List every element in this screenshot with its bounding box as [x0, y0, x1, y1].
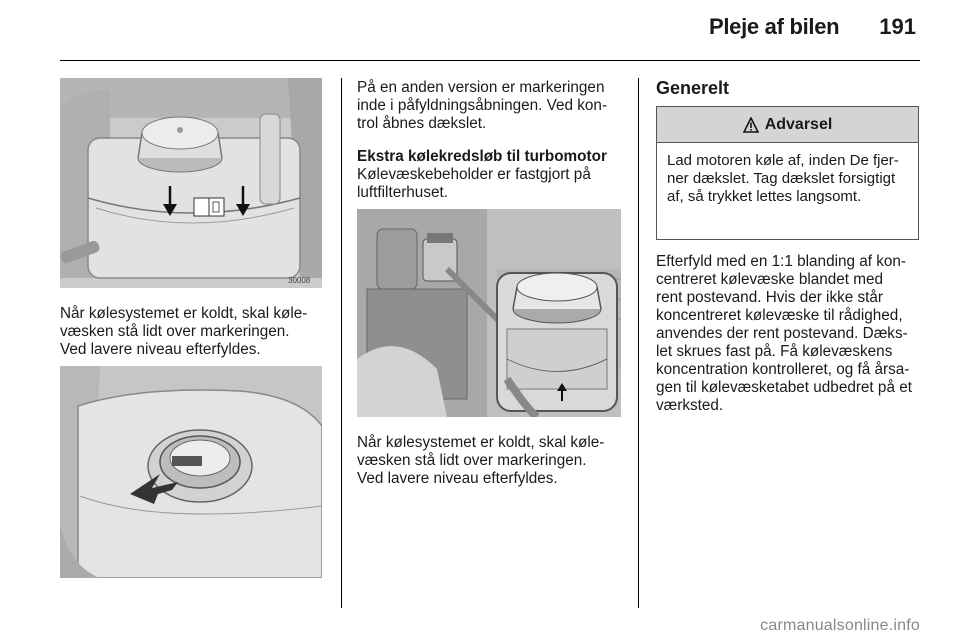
reservoir-illustration: [60, 78, 322, 288]
col3-paragraph: Efterfyld med en 1:1 blanding af kon- centreret kølevæske blandet med rent postevand. Hvis der ikke står koncentreret kølevæske til rådighed, anvendes der rent postevand. Dæks- let skrues fast på. Få kølevæskens koncentration kontrolleret, og få årsa- gen til kølevæsketabet udbedret på et værksted.: [656, 253, 912, 414]
section-heading: Generelt: [656, 78, 730, 98]
col2-paragraph-1: På en anden version er markeringen inde i påfyldningsåbningen. Ved kon- trol åbnes dækslet.: [357, 79, 608, 132]
col2-paragraph-3: Når kølesystemet er koldt, skal køle- væsken stå lidt over markeringen. Ved lavere niveau efterfyldes.: [357, 434, 605, 487]
page-header: [709, 14, 916, 44]
warning-triangle-icon: [743, 117, 759, 133]
column-divider-2: [638, 78, 639, 608]
figure-fill-opening: [60, 366, 322, 578]
turbo-reservoir-illustration: [357, 209, 621, 417]
warning-header: [657, 107, 918, 143]
manual-book-icon: [194, 198, 224, 216]
col2-paragraph-2: Kølevæskebeholder er fastgjort på luftfilterhuset.: [357, 166, 591, 201]
figure-code: 30008: [288, 276, 311, 285]
col2-subheading: Ekstra kølekredsløb til turbomotor: [357, 148, 607, 165]
warning-title: Advarsel: [764, 115, 833, 133]
warning-text: Lad motoren køle af, inden De fjer- ner dækslet. Tag dækslet forsigtigt af, så trykket lettes langsomt.: [667, 152, 899, 205]
page-number: 191: [879, 14, 916, 39]
figure-coolant-reservoir: [60, 78, 322, 288]
header-rule: [60, 60, 920, 61]
watermark: carmanualsonline.info: [760, 617, 920, 634]
warning-box: [656, 106, 919, 240]
page-title: Pleje af bilen: [708, 14, 840, 39]
col1-paragraph: Når kølesystemet er koldt, skal køle- væsken stå lidt over markeringen. Ved lavere niveau efterfyldes.: [60, 305, 308, 358]
column-divider-1: [341, 78, 342, 608]
figure-turbo-reservoir: [357, 209, 621, 417]
fill-opening-illustration: [60, 366, 322, 578]
